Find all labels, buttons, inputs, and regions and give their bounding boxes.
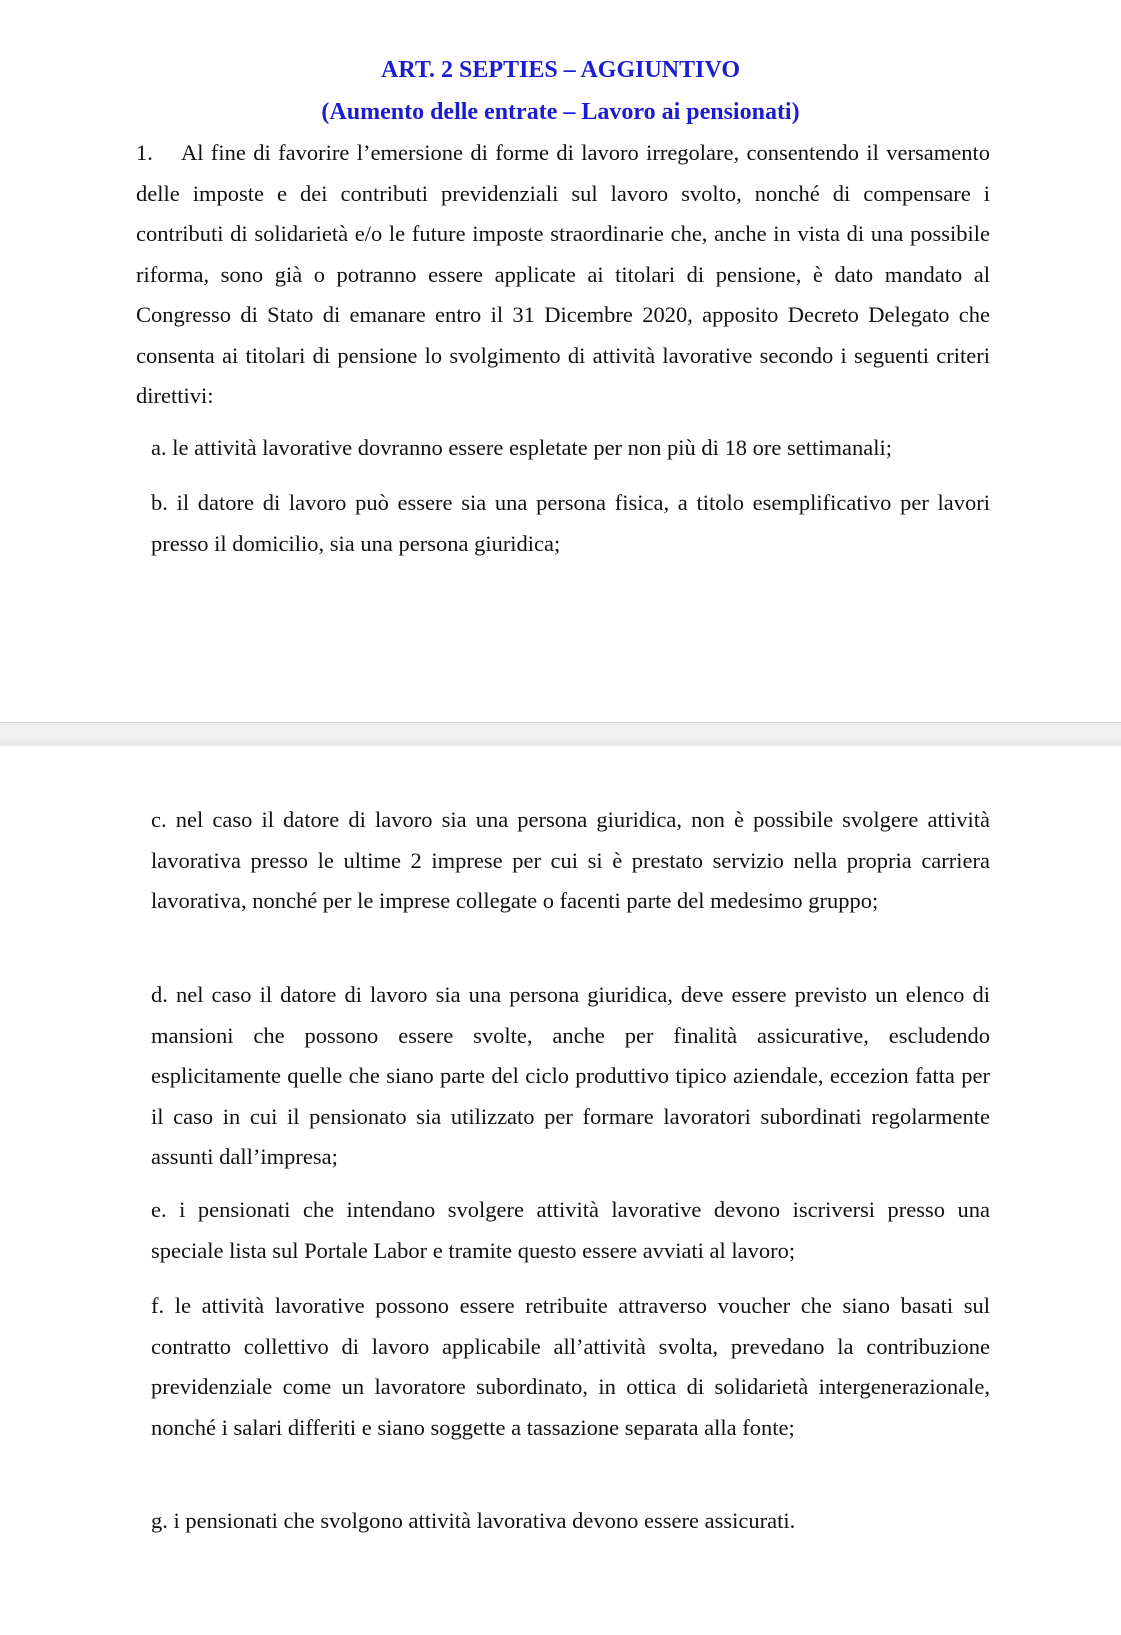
list-item-text: il datore di lavoro può essere sia una persona fisica, a titolo esemplificativo per lavori presso il domicilio, sia una persona giuridica; xyxy=(151,490,991,556)
list-item-d xyxy=(151,975,990,1178)
list-item-g xyxy=(151,1501,990,1542)
list-item-text: nel caso il datore di lavoro sia una persona giuridica, deve essere previsto un elenco di mansioni che possono essere svolte, anche per finalità assicurative, escludendo esplicitamente quelle che siano parte del ciclo produttivo tipico aziendale, eccezion fatta per il caso in cui il pensionato sia utilizzato per formare lavoratori subordinati regolarmente assunti dall’impresa; xyxy=(151,982,991,1169)
list-item-text: nel caso il datore di lavoro sia una persona giuridica, non è possibile svolgere attività lavorativa presso le ultime 2 imprese per cui si è prestato servizio nella propria carriera lavorativa, nonché per le imprese collegate o facenti parte del medesimo gruppo; xyxy=(151,807,990,913)
list-item-text: le attività lavorative possono essere retribuite attraverso voucher che siano basati sul contratto collettivo di lavoro applicabile all’attività svolta, prevedano la contribuzione previdenziale come un lavoratore subordinato, in ottica di solidarietà intergenerazionale, nonché i salari differiti e siano soggette a tassazione separata alla fonte; xyxy=(151,1293,990,1440)
list-item-letter: c. xyxy=(151,807,167,832)
list-item-text: i pensionati che svolgono attività lavorativa devono essere assicurati. xyxy=(173,1508,796,1533)
list-item-text: le attività lavorative dovranno essere espletate per non più di 18 ore settimanali; xyxy=(172,435,893,460)
list-item-letter: b. xyxy=(151,490,168,515)
list-item-b xyxy=(151,483,990,564)
list-item-letter: g. xyxy=(151,1508,168,1533)
article-subtitle: (Aumento delle entrate – Lavoro ai pensionati) xyxy=(321,99,800,125)
page-separator xyxy=(0,722,1121,748)
article-title: ART. 2 SEPTIES – AGGIUNTIVO xyxy=(381,57,740,83)
list-item-letter: d. xyxy=(151,982,168,1007)
paragraph-text: Al fine di favorire l’emersione di forme di lavoro irregolare, consentendo il versamento delle imposte e dei contributi previdenziali sul lavoro svolto, nonché di compensare i contributi di solidarietà e/o le future imposte straordinarie che, anche in vista di una possibile riforma, sono già o potranno essere applicate ai titolari di pensione, è dato mandato al Congresso di Stato di emanare entro il 31 Dicembre 2020, apposito Decreto Delegato che consenta ai titolari di pensione lo svolgimento di attività lavorative secondo i seguenti criteri direttivi: xyxy=(136,140,990,408)
paragraph-1 xyxy=(136,133,990,417)
list-item-text: i pensionati che intendano svolgere attività lavorative devono iscriversi presso una speciale lista sul Portale Labor e tramite questo essere avviati al lavoro; xyxy=(151,1197,991,1263)
paragraph-number: 1. xyxy=(136,140,153,165)
list-item-f xyxy=(151,1286,990,1448)
list-item-e xyxy=(151,1190,990,1271)
list-item-a xyxy=(151,428,990,469)
list-item-c xyxy=(151,800,990,922)
list-item-letter: f. xyxy=(151,1293,165,1318)
list-item-letter: a. xyxy=(151,435,167,460)
list-item-letter: e. xyxy=(151,1197,167,1222)
